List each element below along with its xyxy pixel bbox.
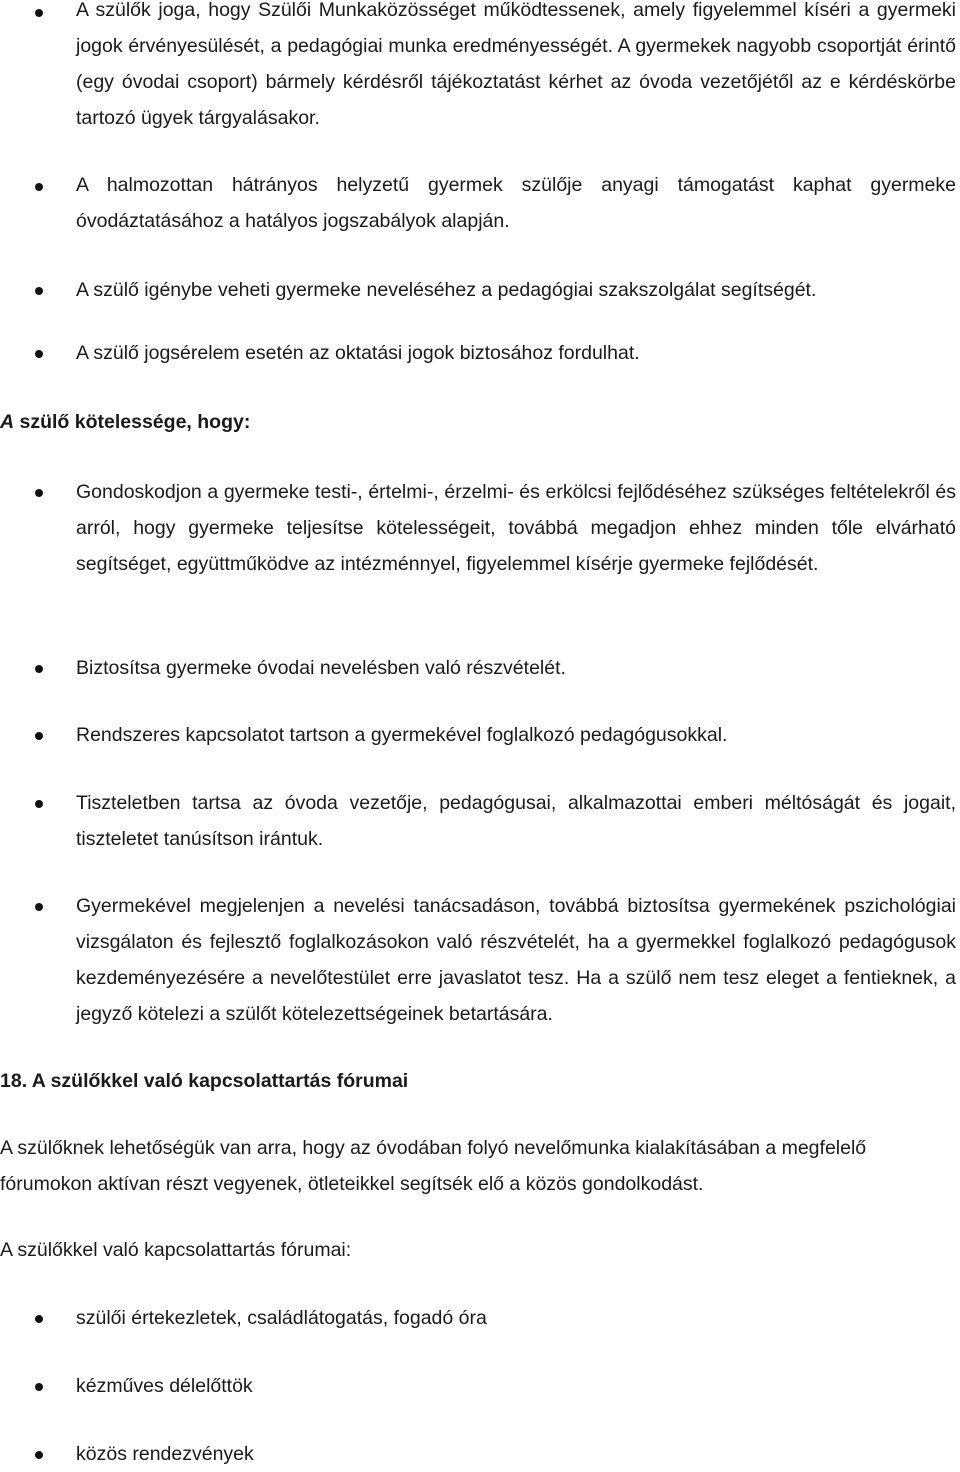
bullet-icon	[35, 1451, 43, 1459]
bullet-icon	[35, 9, 43, 17]
bullet-icon	[35, 800, 43, 808]
bullet-icon	[35, 489, 43, 497]
bullet-icon	[35, 183, 43, 191]
rights-item-text: A halmozottan hátrányos helyzetű gyermek szülője anyagi támogatást kaphat gyermeke óvodáztatásához a hatályos jogszabályok alapján.	[76, 174, 956, 232]
duties-item-text: Biztosítsa gyermeke óvodai nevelésben való részvételét.	[76, 657, 566, 679]
bullet-icon	[35, 903, 43, 911]
duties-item-text: Tiszteletben tartsa az óvoda vezetője, pedagógusai, alkalmazottai emberi méltóságát és jogait, tiszteletet tanúsítson irántuk.	[76, 792, 956, 850]
rights-item-text: A szülő igénybe veheti gyermeke neveléséhez a pedagógiai szakszolgálat segítségét.	[76, 279, 817, 301]
duties-heading	[0, 404, 957, 440]
duties-item-text: Gyermekével megjelenjen a nevelési tanácsadáson, továbbá biztosítsa gyermekének pszichológiai vizsgálaton és fejlesztő foglalkozásokon való részvételét, ha a gyermekkel foglalkozó pedagógusok kezdeményezésére a nevelőtestület erre javaslatot tesz. Ha a szülő nem tesz eleget a fentieknek, a jegyző kötelezi a szülőt kötelezettségeinek betartására.	[76, 895, 956, 1025]
rights-item-text: A szülő jogsérelem esetén az oktatási jogok biztosához fordulhat.	[76, 342, 640, 364]
forums-label: A szülőkkel való kapcsolattartás fórumai:	[0, 1239, 352, 1261]
duties-item-text: Gondoskodjon a gyermeke testi-, értelmi-, érzelmi- és erkölcsi fejlődéséhez szükséges feltételekről és arról, hogy gyermeke teljesítse kötelességeit, továbbá megadjon ehhez minden tőle elvárható segítséget, együttműködve az intézménnyel, figyelemmel kísérje gyermeke fejlődését.	[76, 481, 956, 575]
duties-heading-rest: szülő kötelessége, hogy:	[14, 411, 251, 433]
rights-item-text: A szülők joga, hogy Szülői Munkaközösséget működtessenek, amely figyelemmel kíséri a gyermeki jogok érvényesülését, a pedagógiai munka eredményességét. A gyermekek nagyobb csoportját érintő (egy óvodai csoport) bármely kérdésről tájékoztatást kérhet az óvoda vezetőjétől az e kérdéskörbe tartozó ügyek tárgyalásakor.	[76, 0, 956, 129]
forum-item-text: kézműves délelőttök	[76, 1375, 253, 1397]
bullet-icon	[35, 287, 43, 295]
bullet-icon	[35, 732, 43, 740]
bullet-icon	[35, 350, 43, 358]
bullet-icon	[35, 1383, 43, 1391]
duties-heading-initial: A	[0, 411, 15, 433]
section-intro: A szülőknek lehetőségük van arra, hogy az óvodában folyó nevelőmunka kialakításában a megfelelő fórumokon aktívan részt vegyenek, ötleteikkel segítsék elő a közös gondolkodást.	[0, 1137, 867, 1195]
forum-item-text: szülői értekezletek, családlátogatás, fogadó óra	[76, 1307, 487, 1329]
forum-item-text: közös rendezvények	[76, 1443, 254, 1465]
duties-item-text: Rendszeres kapcsolatot tartson a gyermekével foglalkozó pedagógusokkal.	[76, 724, 728, 746]
bullet-icon	[35, 665, 43, 673]
section-heading: 18. A szülőkkel való kapcsolattartás fórumai	[0, 1070, 409, 1092]
bullet-icon	[35, 1315, 43, 1323]
